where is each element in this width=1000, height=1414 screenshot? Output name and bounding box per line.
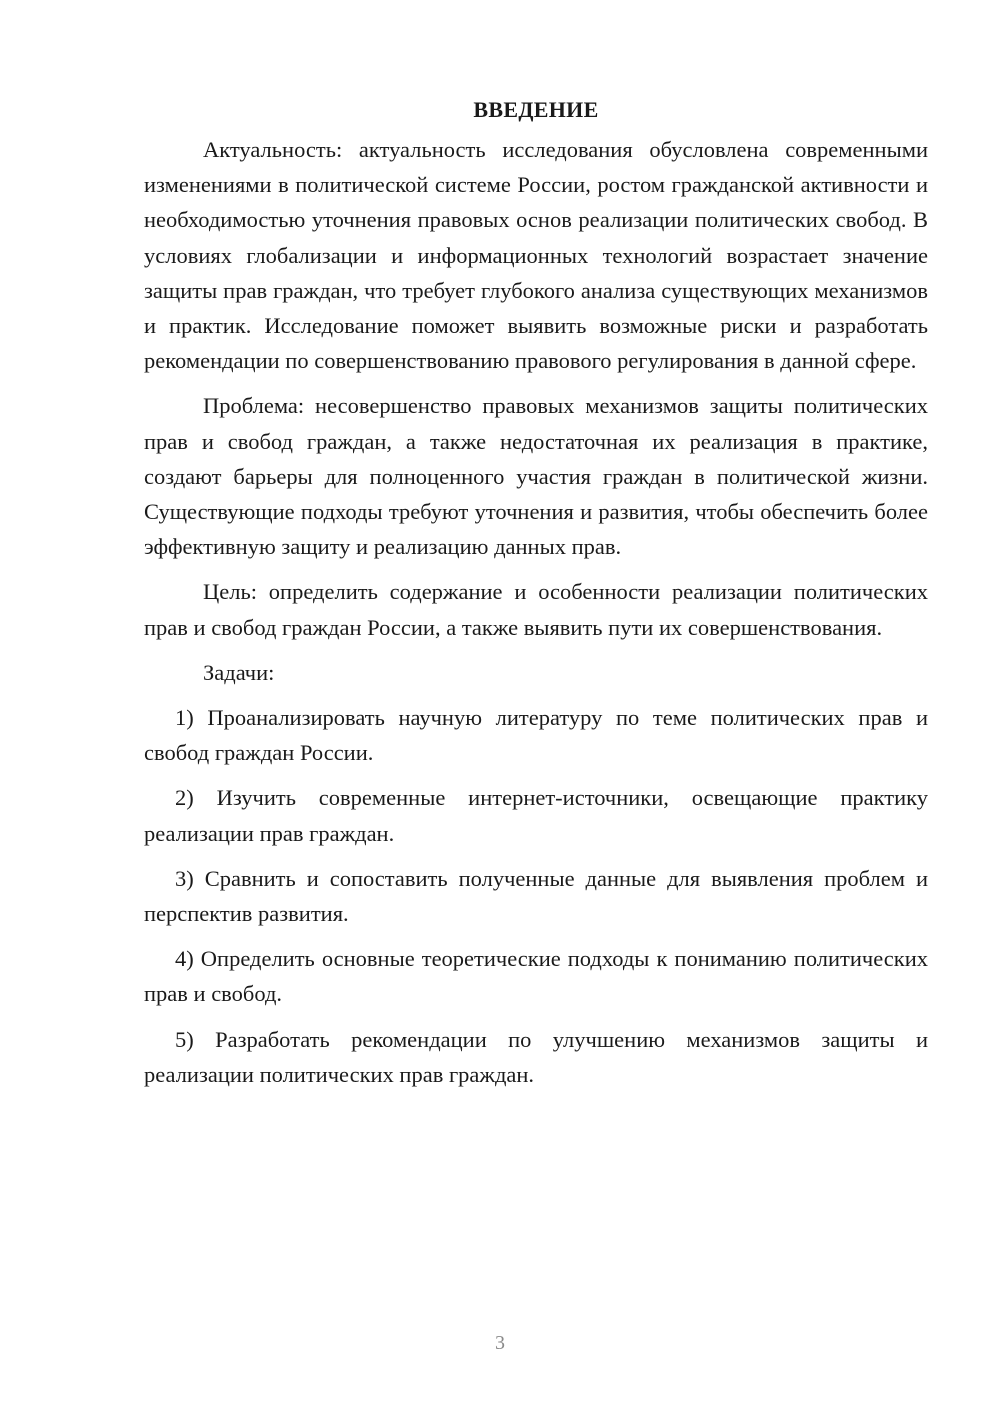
page-body	[144, 92, 928, 1102]
task-item-2: 2) Изучить современные интернет-источники, освещающие практику реализации прав граждан.	[144, 785, 928, 846]
task-item-4: 4) Определить основные теоретические подходы к пониманию политических прав и свобод.	[144, 946, 928, 1007]
task-item-1: 1) Проанализировать научную литературу по теме политических прав и свобод граждан России.	[144, 705, 928, 766]
problem-paragraph: Проблема: несовершенство правовых механизмов защиты политических прав и свобод граждан, а также недостаточная их реализация в практике, создают барьеры для полноценного участия граждан в политической жизни. Существующие подходы требуют уточнения и развития, чтобы обеспечить более эффективную защиту и реализацию данных прав.	[144, 393, 928, 560]
task-item-5: 5) Разработать рекомендации по улучшению механизмов защиты и реализации политических прав граждан.	[144, 1026, 928, 1087]
task-item-3: 3) Сравнить и сопоставить полученные данные для выявления проблем и перспектив развития.	[144, 865, 928, 927]
tasks-label: Задачи:	[203, 659, 275, 685]
relevance-paragraph: Актуальность: актуальность исследования обусловлена современными изменениями в политической системе России, ростом гражданской активности и необходимостью уточнения правовых основ реализации политических свобод. В условиях глобализации и информационных технологий возрастает значение защиты прав граждан, что требует глубокого анализа существующих механизмов и практик. Исследование поможет выявить возможные риски и разработать рекомендации по совершенствованию правового регулирования в данной сфере.	[144, 137, 928, 374]
goal-paragraph: Цель: определить содержание и особенности реализации политических прав и свобод граждан России, а также выявить пути их совершенствования.	[144, 579, 928, 640]
page-heading: ВВЕДЕНИЕ	[473, 97, 599, 122]
page-number: 3	[495, 1332, 505, 1354]
tasks-list	[144, 700, 928, 1092]
